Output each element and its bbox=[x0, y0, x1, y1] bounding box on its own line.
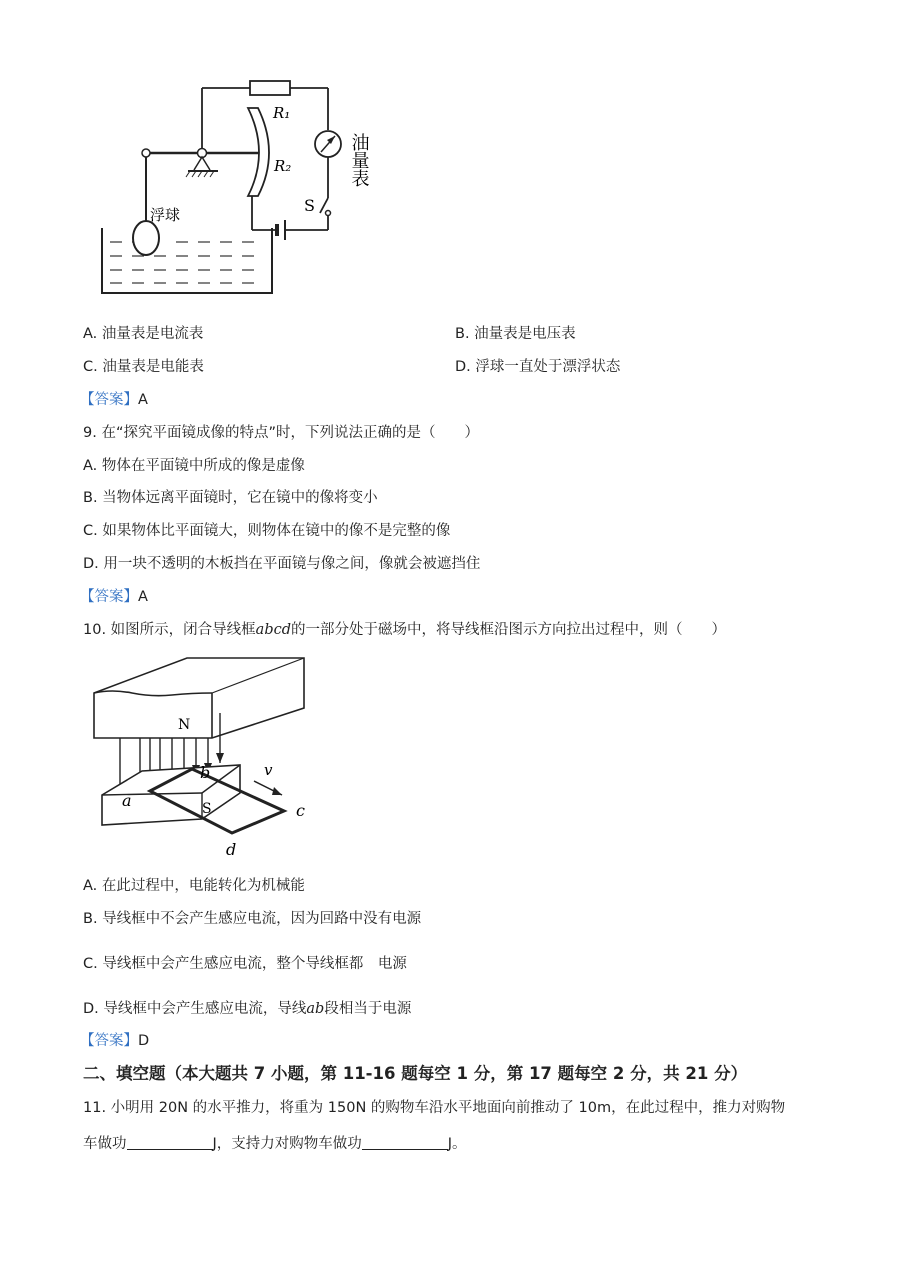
q10-stem bbox=[83, 620, 726, 640]
answer-tag: 【答案】 bbox=[80, 589, 138, 605]
answer-blank-1[interactable] bbox=[127, 1135, 213, 1150]
q9-stem: 9. 在“探究平面镜成像的特点”时，下列说法正确的是（ ） bbox=[83, 425, 479, 441]
q8-option-b: B. 油量表是电压表 bbox=[455, 326, 576, 342]
q10-answer bbox=[80, 1031, 149, 1051]
q10-stem-variable: abcd bbox=[255, 622, 292, 638]
velocity-label: v bbox=[264, 761, 273, 779]
q10-option-d-text-end: 段相当于电源 bbox=[324, 1001, 412, 1017]
q8-option-a: A. 油量表是电流表 bbox=[83, 326, 204, 342]
q10-option-b: B. 导线框中不会产生感应电流，因为回路中没有电源 bbox=[83, 911, 422, 927]
switch-label: S bbox=[304, 196, 315, 215]
answer-value: A bbox=[138, 392, 148, 408]
answer-value: D bbox=[138, 1033, 150, 1049]
q10-option-d-variable: ab bbox=[306, 1001, 325, 1017]
q8-option-c: C. 油量表是电能表 bbox=[83, 359, 204, 375]
magnet-wire-frame-figure bbox=[92, 653, 332, 863]
q11-text: 车做功 bbox=[83, 1136, 127, 1152]
q10-option-c: C. 导线框中会产生感应电流，整个导线框都 电源 bbox=[83, 956, 407, 972]
q11-text-end: J。 bbox=[447, 1136, 467, 1152]
corner-b-label: b bbox=[200, 763, 211, 782]
oil-gauge-circuit-figure bbox=[80, 78, 400, 303]
q9-option-d: D. 用一块不透明的木板挡在平面镜与像之间，像就会被遮挡住 bbox=[83, 556, 481, 572]
q9-answer bbox=[80, 587, 148, 607]
corner-d-label: d bbox=[226, 840, 237, 859]
q9-option-a: A. 物体在平面镜中所成的像是虚像 bbox=[83, 458, 305, 474]
q10-option-d-text: D. 导线框中会产生感应电流，导线 bbox=[83, 1001, 307, 1017]
q9-option-b: B. 当物体远离平面镜时，它在镜中的像将变小 bbox=[83, 490, 378, 506]
north-pole-label: N bbox=[178, 717, 191, 733]
q10-option-a: A. 在此过程中，电能转化为机械能 bbox=[83, 878, 305, 894]
answer-value: A bbox=[138, 589, 148, 605]
q11-line-2 bbox=[83, 1134, 467, 1154]
q11-line-1: 11. 小明用 20N 的水平推力，将重为 150N 的购物车沿水平地面向前推动了 10m，在此过程中，推力对购物 bbox=[83, 1100, 786, 1116]
corner-c-label: c bbox=[296, 801, 305, 820]
q10-stem-text-end: 的一部分处于磁场中，将导线框沿图示方向拉出过程中，则（ ） bbox=[291, 622, 727, 638]
r1-label: R₁ bbox=[273, 104, 291, 122]
answer-tag: 【答案】 bbox=[80, 392, 138, 408]
oil-meter-label: 油量表 bbox=[348, 133, 370, 187]
q8-option-d: D. 浮球一直处于漂浮状态 bbox=[455, 359, 621, 375]
q10-stem-text: 10. 如图所示，闭合导线框 bbox=[83, 622, 256, 638]
float-ball-label: 浮球 bbox=[150, 206, 181, 224]
answer-tag: 【答案】 bbox=[80, 1033, 138, 1049]
answer-blank-2[interactable] bbox=[362, 1135, 448, 1150]
q9-option-c: C. 如果物体比平面镜大，则物体在镜中的像不是完整的像 bbox=[83, 523, 451, 539]
corner-a-label: a bbox=[122, 791, 132, 810]
q8-answer bbox=[80, 390, 148, 410]
section-heading: 二、填空题（本大题共 7 小题，第 11-16 题每空 1 分，第 17 题每空 2 分，共 21 分） bbox=[83, 1064, 748, 1083]
q10-option-d bbox=[83, 999, 411, 1019]
q11-text-middle: J，支持力对购物车做功 bbox=[212, 1136, 362, 1152]
south-pole-label: S bbox=[202, 801, 212, 817]
r2-label: R₂ bbox=[274, 157, 292, 175]
